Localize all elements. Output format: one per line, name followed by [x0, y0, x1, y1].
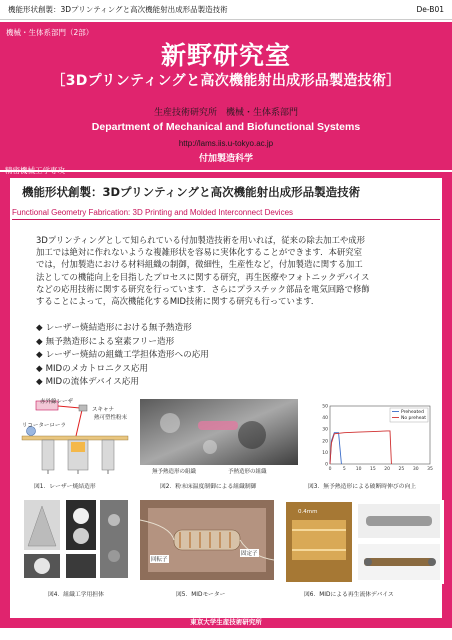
microstructure-photos [140, 399, 298, 465]
department-english: Department of Mechanical and Biofunctional Systems [91, 121, 361, 133]
topic-label: 無予熱造形による窒素フリー造形 [45, 336, 175, 347]
diamond-bullet-icon: ◆ [36, 350, 43, 360]
description [36, 234, 416, 307]
topic-label: レーザー焼結の組織工学担体造形への応用 [45, 350, 209, 360]
figure-6-caption: 図6．MIDによる再生流体デバイス [304, 592, 394, 598]
topic-item [36, 376, 209, 390]
footer-institution: 東京大学生産技術研究所 [190, 618, 262, 626]
description-line: などの応用技術に関する研究を行っています．さらにプラスチック部品を電気回路で修飾 [36, 283, 370, 294]
label-stator: 固定子 [241, 551, 258, 557]
topic-label: MIDのメカトロニクス応用 [45, 363, 149, 374]
description-line: 法としての機能向上を目指したプロセスに関する研究，再生医療やフォトニックデバイス [36, 271, 370, 282]
topic-label: MIDの流体デバイス応用 [45, 377, 139, 387]
poster-id: De-B01 [416, 5, 444, 14]
scaffold-photos [22, 498, 130, 580]
division-label: 機械・生体系部門（2部） [6, 28, 94, 37]
figure-1-laser-sintering [16, 398, 134, 476]
topic-item [36, 349, 209, 363]
label-laser: 赤外線レーザ [40, 399, 74, 405]
topic-label: レーザー焼結造形における無予熱造形 [45, 323, 192, 333]
legend-label: No preheat [401, 416, 427, 421]
description-line: では，付加製造における材料組織の制御，微細性，生産性など，付加製造に関する加工 [36, 259, 363, 270]
header-banner [0, 22, 452, 170]
legend-label: Preheated [401, 410, 424, 415]
major-label: 精密機械工学専攻 [5, 166, 65, 175]
top-bar [0, 0, 452, 20]
topic-item [36, 363, 209, 377]
lab-url[interactable]: http://lams.iis.u-tokyo.ac.jp [178, 139, 274, 148]
diamond-bullet-icon: ◆ [36, 336, 43, 347]
diamond-bullet-icon: ◆ [36, 323, 43, 333]
x-tick-label: 10 [355, 467, 362, 472]
research-topics [36, 322, 209, 390]
lab-name: 新野研究室 [160, 41, 291, 70]
laser-sintering-diagram [16, 398, 134, 476]
diamond-bullet-icon: ◆ [36, 363, 43, 374]
x-tick-label: 20 [384, 467, 391, 472]
x-tick-label: 35 [427, 467, 433, 472]
figure-5-mid-motor [140, 500, 274, 580]
x-tick-label: 25 [398, 467, 405, 472]
mid-motor-photo [140, 500, 274, 580]
figure-2-microstructure [140, 399, 298, 465]
label-roller: リコーターローラ [22, 423, 66, 429]
description-line: 加工では絶対に作れないような複雑形状を容易に実体化することができます．本研究室 [36, 247, 362, 258]
figure-5-caption: 図5．MIDモーター [176, 592, 226, 598]
description-line: することによって，高次機能化するMID技術に関する研究も行っています． [36, 296, 320, 307]
topic-item [36, 336, 209, 350]
x-tick-label: 15 [369, 467, 376, 472]
x-tick-label: 0 [328, 467, 332, 472]
label-rotor: 回転子 [151, 557, 168, 563]
topic-item [36, 322, 209, 336]
section-title-english: Functional Geometry Fabrication: 3D Printing and Molded Interconnect Devices [12, 208, 294, 217]
figure-4-scaffold [22, 498, 130, 580]
x-tick-label: 5 [342, 467, 346, 472]
figure-1-caption: 図1．レーザー焼結造形 [34, 484, 96, 490]
figure-3-caption: 図3．無予熱造形による破断時伸びの向上 [308, 484, 417, 490]
diamond-bullet-icon: ◆ [36, 377, 43, 387]
poster-title-bar: 機能形状創製：3Dプリンティングと高次機能射出成形品製造技術 [8, 5, 228, 14]
y-tick-label: 10 [322, 450, 328, 456]
y-tick-label: 0 [325, 462, 328, 468]
figure-4-caption: 図4．組織工学用担体 [48, 592, 104, 598]
y-tick-label: 30 [322, 427, 328, 433]
label-no-preheat: 無予熱造形の組織 [152, 469, 197, 475]
elongation-chart [310, 398, 436, 476]
figure-3-chart [310, 398, 436, 476]
y-tick-label: 20 [322, 439, 328, 445]
section-title: 機能形状創製：3Dプリンティングと高次機能射出成形品製造技術 [22, 185, 361, 199]
x-tick-label: 30 [412, 467, 419, 472]
institute-name: 生産技術研究所 機械・生体系部門 [153, 108, 298, 118]
y-tick-label: 40 [322, 416, 328, 422]
y-tick-label: 50 [322, 404, 328, 410]
title-divider [12, 219, 440, 220]
description-line: 3Dプリンティングとして知られている付加製造技術を用いれば，従来の除去加工や成形 [36, 235, 366, 245]
label-scanner: スキャナ [92, 407, 115, 413]
research-field: 付加製造科学 [198, 154, 253, 164]
figure-2-caption: 図2．粉末床温度制御による組織制御 [160, 484, 257, 490]
lab-subtitle: ［3Dプリンティングと高次機能射出成形品製造技術］ [51, 73, 401, 89]
scale-label: 0.4mm [298, 509, 318, 515]
label-powder: 熱可塑性粉末 [94, 415, 128, 421]
label-preheat: 予熱造形の組織 [228, 469, 267, 475]
